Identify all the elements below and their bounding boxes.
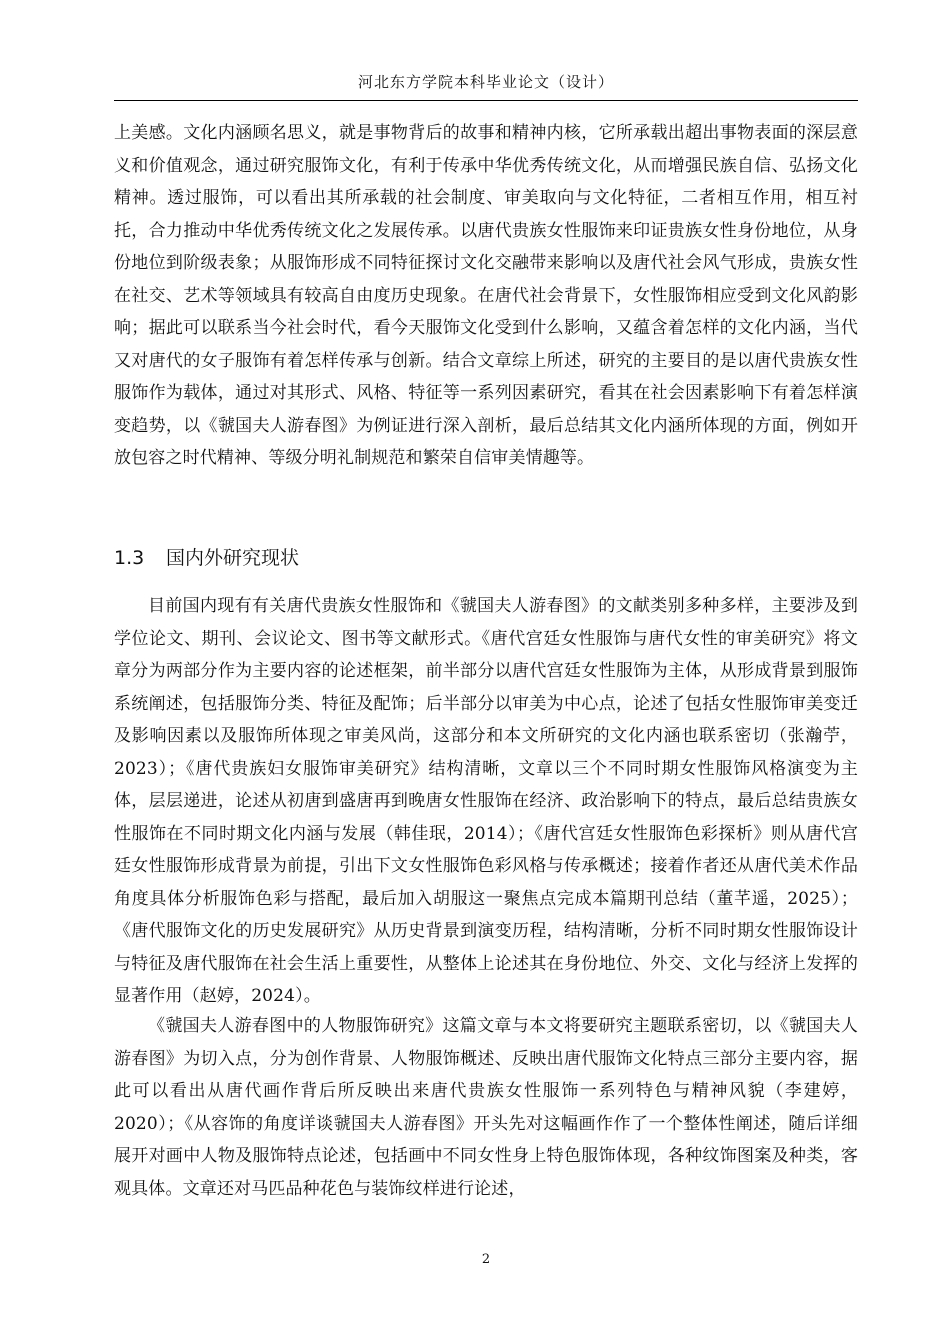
section-title: 国内外研究现状 (166, 547, 300, 569)
section-heading (114, 543, 299, 573)
section-number: 1.3 (114, 547, 145, 569)
page-number: 2 (481, 1252, 491, 1267)
body-paragraph: 《虢国夫人游春图中的人物服饰研究》这篇文章与本文将要研究主题联系密切，以《虢国夫人游春图》为切入点，分为创作背景、人物服饰概述、反映出唐代服饰文化特点三部分主要内容，据此可以看出从唐代画作背后所反映出来唐代贵族女性服饰一系列特色与精神风貌（李建婷，2020）；《从容饰的角度详谈虢国夫人游春图》开头先对这幅画作作了一个整体性阐述，随后详细展开对画中人物及服饰特点论述，包括画中不同女性身上特色服饰体现，各种纹饰图案及种类，客观具体。文章还对马匹品种花色与装饰纹样进行论述， (114, 1016, 858, 1199)
body-paragraph: 上美感。文化内涵顾名思义，就是事物背后的故事和精神内核，它所承载出超出事物表面的深层意义和价值观念，通过研究服饰文化，有利于传承中华优秀传统文化，从而增强民族自信、弘扬文化精神。透过服饰，可以看出其所承载的社会制度、审美取向与文化特征，二者相互作用，相互衬托，合力推动中华优秀传统文化之发展传承。以唐代贵族女性服饰来印证贵族女性身份地位，从身份地位到阶级表象；从服饰形成不同特征探讨文化交融带来影响以及唐代社会风气形成，贵族女性在社交、艺术等领域具有较高自由度历史现象。在唐代社会背景下，女性服饰相应受到文化风韵影响；据此可以联系当今社会时代，看今天服饰文化受到什么影响，又蕴含着怎样的文化内涵，当代又对唐代的女子服饰有着怎样传承与创新。结合文章综上所述，研究的主要目的是以唐代贵族女性服饰作为载体，通过对其形式、风格、特征等一系列因素研究，看其在社会因素影响下有着怎样演变趋势，以《虢国夫人游春图》为例证进行深入剖析，最后总结其文化内涵所体现的方面，例如开放包容之时代精神、等级分明礼制规范和繁荣自信审美情趣等。 (114, 123, 858, 468)
page-header: 河北东方学院本科毕业论文（设计） (357, 73, 614, 91)
body-paragraph: 目前国内现有有关唐代贵族女性服饰和《虢国夫人游春图》的文献类别多种多样，主要涉及到学位论文、期刊、会议论文、图书等文献形式。《唐代宫廷女性服饰与唐代女性的审美研究》将文章分为两部分作为主要内容的论述框架，前半部分以唐代宫廷女性服饰为主体，从形成背景到服饰系统阐述，包括服饰分类、特征及配饰；后半部分以审美为中心点，论述了包括女性服饰审美变迁及影响因素以及服饰所体现之审美风尚，这部分和本文所研究的文化内涵也联系密切（张瀚苧，2023）；《唐代贵族妇女服饰审美研究》结构清晰，文章以三个不同时期女性服饰风格演变为主体，层层递进，论述从初唐到盛唐再到晚唐女性服饰在经济、政治影响下的特点，最后总结贵族女性服饰在不同时期文化内涵与发展（韩佳珉，2014）；《唐代宫廷女性服饰色彩探析》则从唐代宫廷女性服饰形成背景为前提，引出下文女性服饰色彩风格与传承概述；接着作者还从唐代美术作品角度具体分析服饰色彩与搭配，最后加入胡服这一聚焦点完成本篇期刊总结（董芊遥，2025）；《唐代服饰文化的历史发展研究》从历史背景到演变历程，结构清晰，分析不同时期女性服饰设计与特征及唐代服饰在社会生活上重要性，从整体上论述其在身份地位、外交、文化与经济上发挥的显著作用（赵婷，2024）。 (114, 596, 858, 1006)
header-divider (114, 100, 858, 101)
